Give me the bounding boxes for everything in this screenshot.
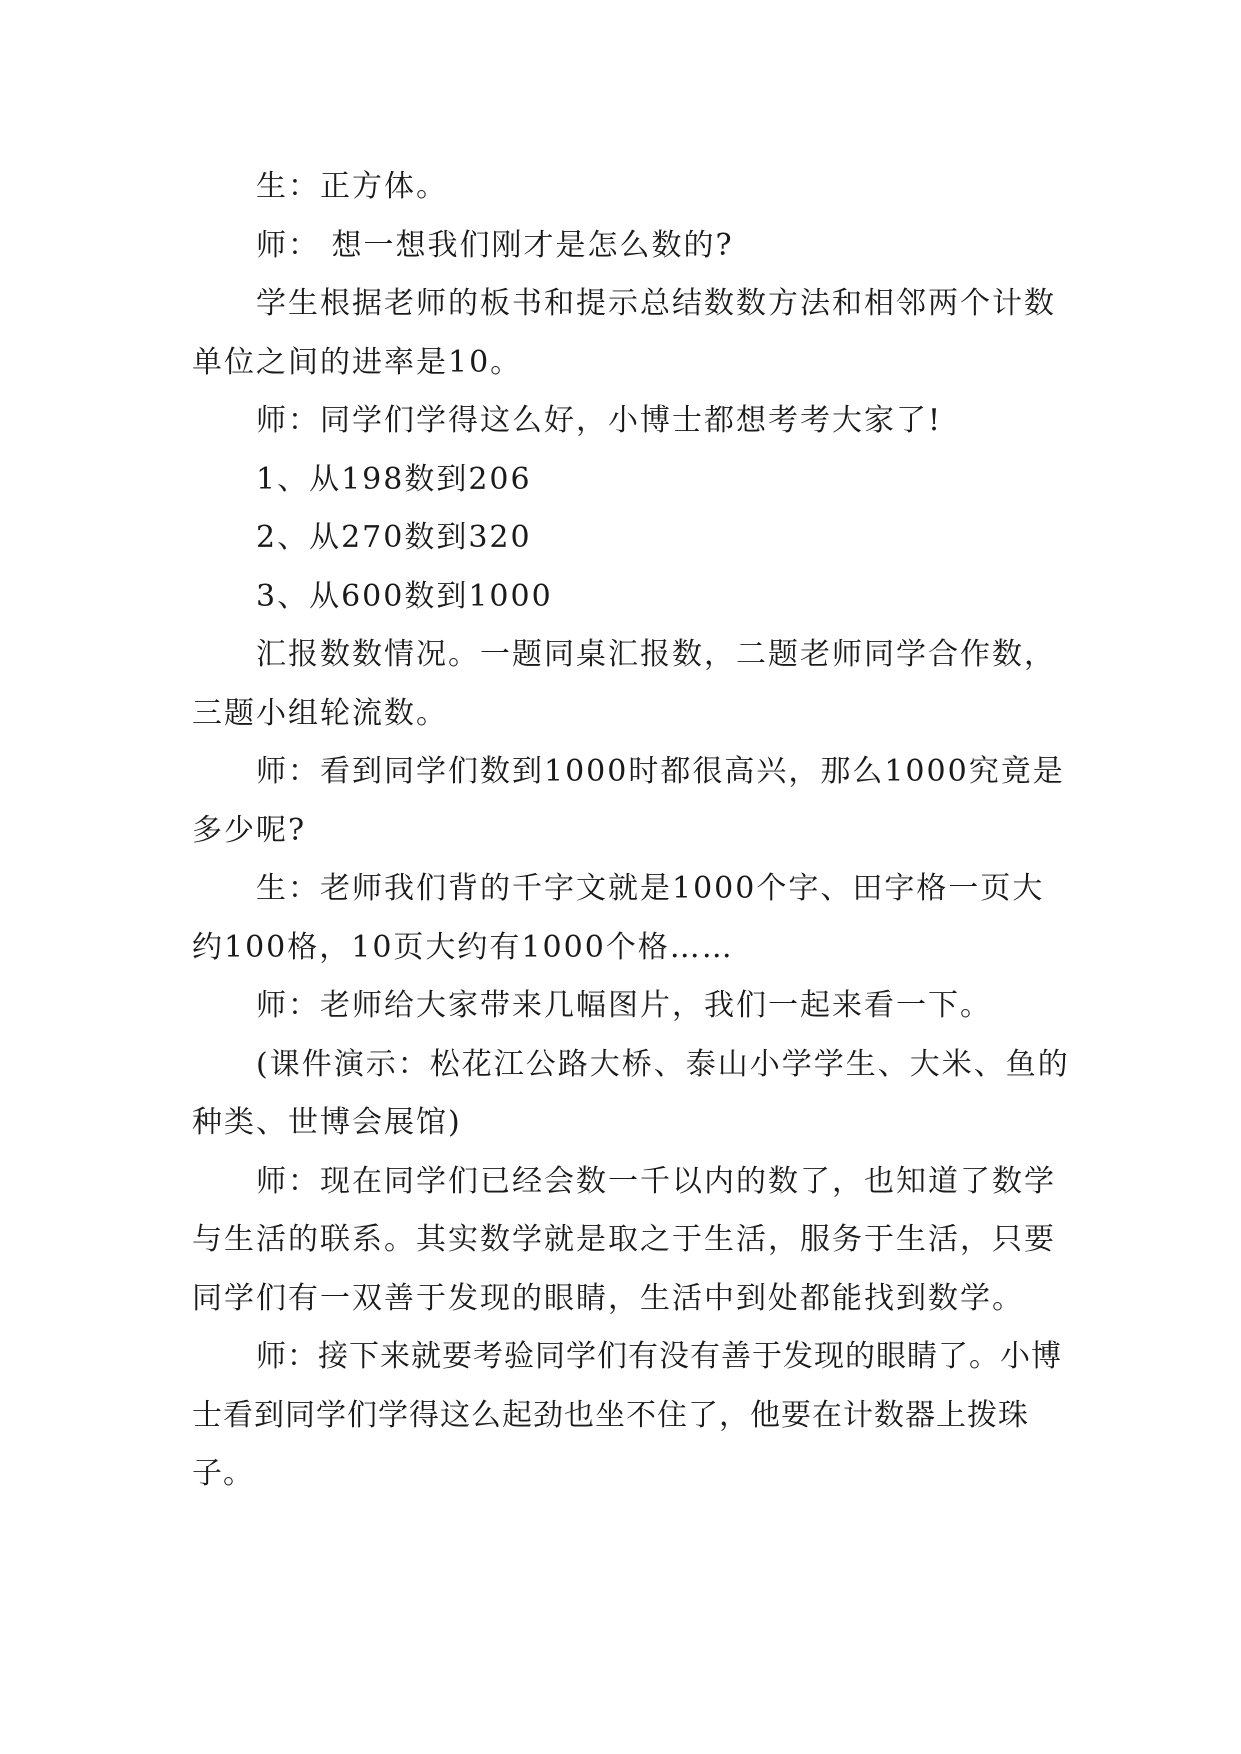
list-item: 3、从600数到1000 bbox=[256, 578, 553, 614]
paragraph: 师：接下来就要考验同学们有没有善于发现的眼睛了。小博士看到同学们学得这么起劲也坐不住了，他要在计数器上拨珠子。 bbox=[192, 1339, 1062, 1491]
list-item: 2、从270数到320 bbox=[256, 520, 532, 555]
lesson-transcript bbox=[192, 158, 1072, 1504]
paragraph: 师： 想一想我们刚才是怎么数的? bbox=[256, 227, 734, 263]
paragraph: 生：老师我们背的千字文就是1000个字、田字格一页大约100格，10页大约有1000个格…… bbox=[192, 871, 1045, 965]
paragraph: 生：正方体。 bbox=[256, 169, 448, 204]
paragraph: 师：老师给大家带来几幅图片，我们一起来看一下。 bbox=[256, 988, 992, 1023]
paragraph: 汇报数数情况。一题同桌汇报数，二题老师同学合作数，三题小组轮流数。 bbox=[192, 637, 1056, 731]
list-item: 1、从198数到206 bbox=[256, 461, 532, 497]
paragraph: 学生根据老师的板书和提示总结数数方法和相邻两个计数单位之间的进率是10。 bbox=[192, 286, 1056, 380]
paragraph: 师：同学们学得这么好，小博士都想考考大家了! bbox=[256, 403, 943, 438]
paragraph: 师：现在同学们已经会数一千以内的数了，也知道了数学与生活的联系。其实数学就是取之于生活，服务于生活，只要同学们有一双善于发现的眼睛，生活中到处都能找到数学。 bbox=[192, 1163, 1056, 1316]
paragraph: (课件演示：松花江公路大桥、泰山小学学生、大米、鱼的种类、世博会展馆) bbox=[192, 1046, 1070, 1140]
paragraph: 师：看到同学们数到1000时都很高兴，那么1000究竟是多少呢? bbox=[192, 754, 1065, 848]
